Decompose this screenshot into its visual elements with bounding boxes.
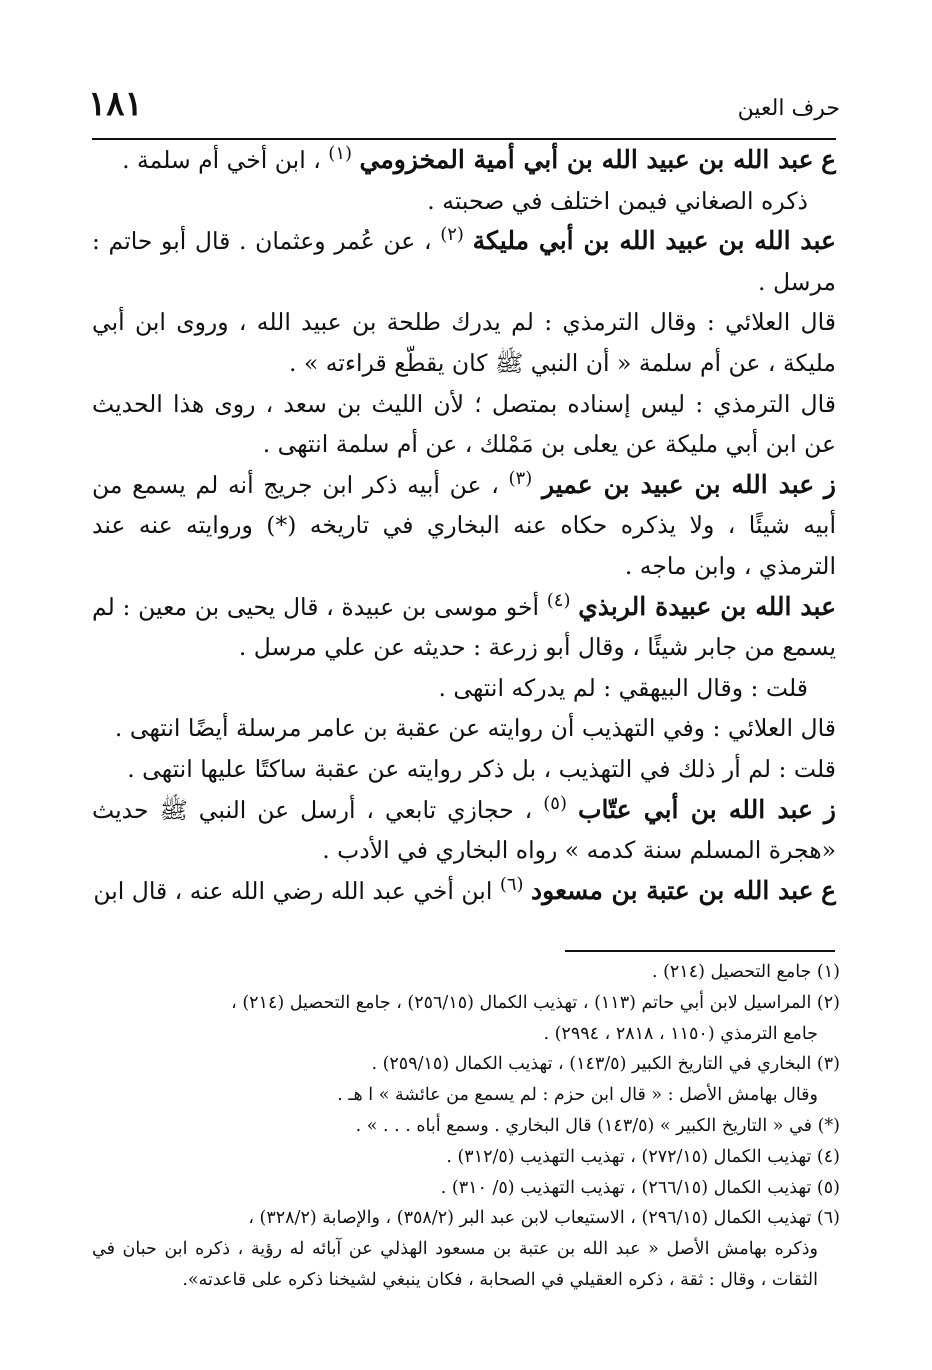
- paragraph-text: قال الترمذي : ليس إسناده بمتصل ؛ لأن الليث بن سعد ، روى هذا الحديث عن ابن أبي مليكة عن يعلى بن مَمْلك ، عن أم سلمة انتهى .: [92, 389, 836, 459]
- paragraph-text: قال العلائي : وفي التهذيب أن روايته عن عقبة بن عامر مرسلة أيضًا انتهى .: [114, 714, 836, 743]
- footnote: (١) جامع التحصيل (٢١٤) .: [651, 962, 840, 982]
- entry-marker: ع: [821, 875, 836, 905]
- footnote-ref: (٥): [543, 792, 567, 814]
- footnote: (٦) تهذيب الكمال (٢٩٦/١٥) ، الاستيعاب لابن عبد البر (٣٥٨/٢) ، والإصابة (٣٢٨/٢) ،: [248, 1208, 840, 1229]
- entry-name: عبد الله بن عبيد الله بن أبي أمية المخزومي: [359, 145, 814, 174]
- entry-paragraph: [92, 465, 836, 587]
- paragraph-text: قلت : لم أر ذلك في التهذيب ، بل ذكر روايته عن عقبة ساكتًا عليها انتهى .: [127, 754, 836, 783]
- text-paragraph: [92, 302, 836, 383]
- footnote: (٥) تهذيب الكمال (٢٦٦/١٥) ، تهذيب التهذيب (٥/ ٣١٠) .: [440, 1177, 840, 1198]
- footnote-ref: (٣): [508, 467, 533, 489]
- footnote: (٤) تهذيب الكمال (٢٧٢/١٥) ، تهذيب التهذيب (٣١٢/٥) .: [446, 1146, 840, 1167]
- footnote: (٢) المراسيل لابن أبي حاتم (١١٣) ، تهذيب الكمال (٢٥٦/١٥) ، جامع التحصيل (٢١٤) ،: [231, 992, 840, 1013]
- entry-name: عبد الله بن أبي عتّاب: [577, 794, 813, 824]
- entry-marker: ع: [821, 145, 836, 174]
- entry-marker: ز: [823, 794, 836, 824]
- entry-name: عبد الله بن عبيد الله بن أبي مليكة: [472, 226, 836, 256]
- entry-text: ، ابن أخي أم سلمة .: [122, 146, 321, 174]
- text-paragraph: [92, 181, 836, 222]
- footnote-continuation: وذكره بهامش الأصل « عبد الله بن عتبة بن مسعود الهذلي عن آبائه له رؤية ، ذكره ابن حبان في الثقات ، وقال : ثقة ، ذكره العقيلي في الصحابة ، فكان ينبغي لشيخنا ذكره على قاعدته».: [92, 1239, 818, 1290]
- entry-text: ، عن أبيه ذكر ابن جريج أنه لم يسمع من أبيه شيئًا ، ولا يذكره حكاه عنه البخاري في تاريخه (*) وروايته عنه عند الترمذي ، وابن ماجه .: [92, 470, 836, 580]
- entry-text: ، حجازي تابعي ، أرسل عن النبي ﷺ حديث «هجرة المسلم سنة كدمه » رواه البخاري في الأدب .: [92, 795, 836, 865]
- paragraph-text: ذكره الصغاني فيمن اختلف في صحبته .: [427, 186, 808, 215]
- footnote: (٣) البخاري في التاريخ الكبير (١٤٣/٥) ، تهذيب الكمال (٢٥٩/١٥) .: [371, 1054, 840, 1075]
- entry-text: ، عن عُمر وعثمان . قال أبو حاتم : مرسل .: [92, 227, 836, 296]
- footnote-ref: (٤): [546, 589, 571, 611]
- footnotes: [92, 957, 840, 1296]
- footnote-continuation: وقال بهامش الأصل : « قال ابن حزم : لم يسمع من عائشة » ا هـ .: [337, 1085, 818, 1106]
- footnote-ref: (٢): [440, 224, 464, 246]
- entry-text: أخو موسى بن عبيدة ، قال يحيى بن معين : لم يسمع من جابر شيئًا ، وقال أبو زرعة : حديثه عن علي مرسل .: [92, 592, 836, 662]
- main-text: [92, 140, 836, 911]
- text-paragraph: [92, 749, 836, 790]
- footnote-ref: (١): [328, 143, 353, 165]
- text-paragraph: [92, 668, 836, 709]
- paragraph-text: قلت : وقال البيهقي : لم يدركه انتهى .: [438, 673, 808, 702]
- entry-paragraph: [92, 871, 836, 912]
- footnote-ref: (٦): [499, 873, 524, 895]
- entry-paragraph: [92, 221, 836, 302]
- footnote-continuation: جامع الترمذي (١١٥٠ ، ٢٨١٨ ، ٢٩٩٤) .: [543, 1023, 818, 1044]
- running-title: حرف العين: [737, 96, 840, 121]
- entry-paragraph: [92, 790, 836, 871]
- entry-paragraph: [92, 140, 836, 181]
- entry-paragraph: [92, 587, 836, 668]
- entry-text: ابن أخي عبد الله رضي الله عنه ، قال ابن: [93, 876, 493, 905]
- entry-name: عبد الله بن عبيدة الربذي: [578, 591, 836, 621]
- footnote-rule: [565, 950, 835, 952]
- entry-name: عبد الله بن عتبة بن مسعود: [531, 875, 814, 905]
- page-number: ١٨١: [88, 84, 143, 124]
- footnote: (*) في « التاريخ الكبير » (١٤٣/٥) قال البخاري . وسمع أباه . . . » .: [355, 1115, 840, 1136]
- paragraph-text: قال العلائي : وقال الترمذي : لم يدرك طلحة بن عبيد الله ، وروى ابن أبي مليكة ، عن أم سلمة « أن النبي ﷺ كان يقطّع قراءته » .: [92, 308, 836, 377]
- text-paragraph: [92, 708, 836, 749]
- text-paragraph: [92, 384, 836, 465]
- entry-marker: ز: [823, 469, 836, 499]
- entry-name: عبد الله بن عبيد بن عمير: [541, 469, 815, 499]
